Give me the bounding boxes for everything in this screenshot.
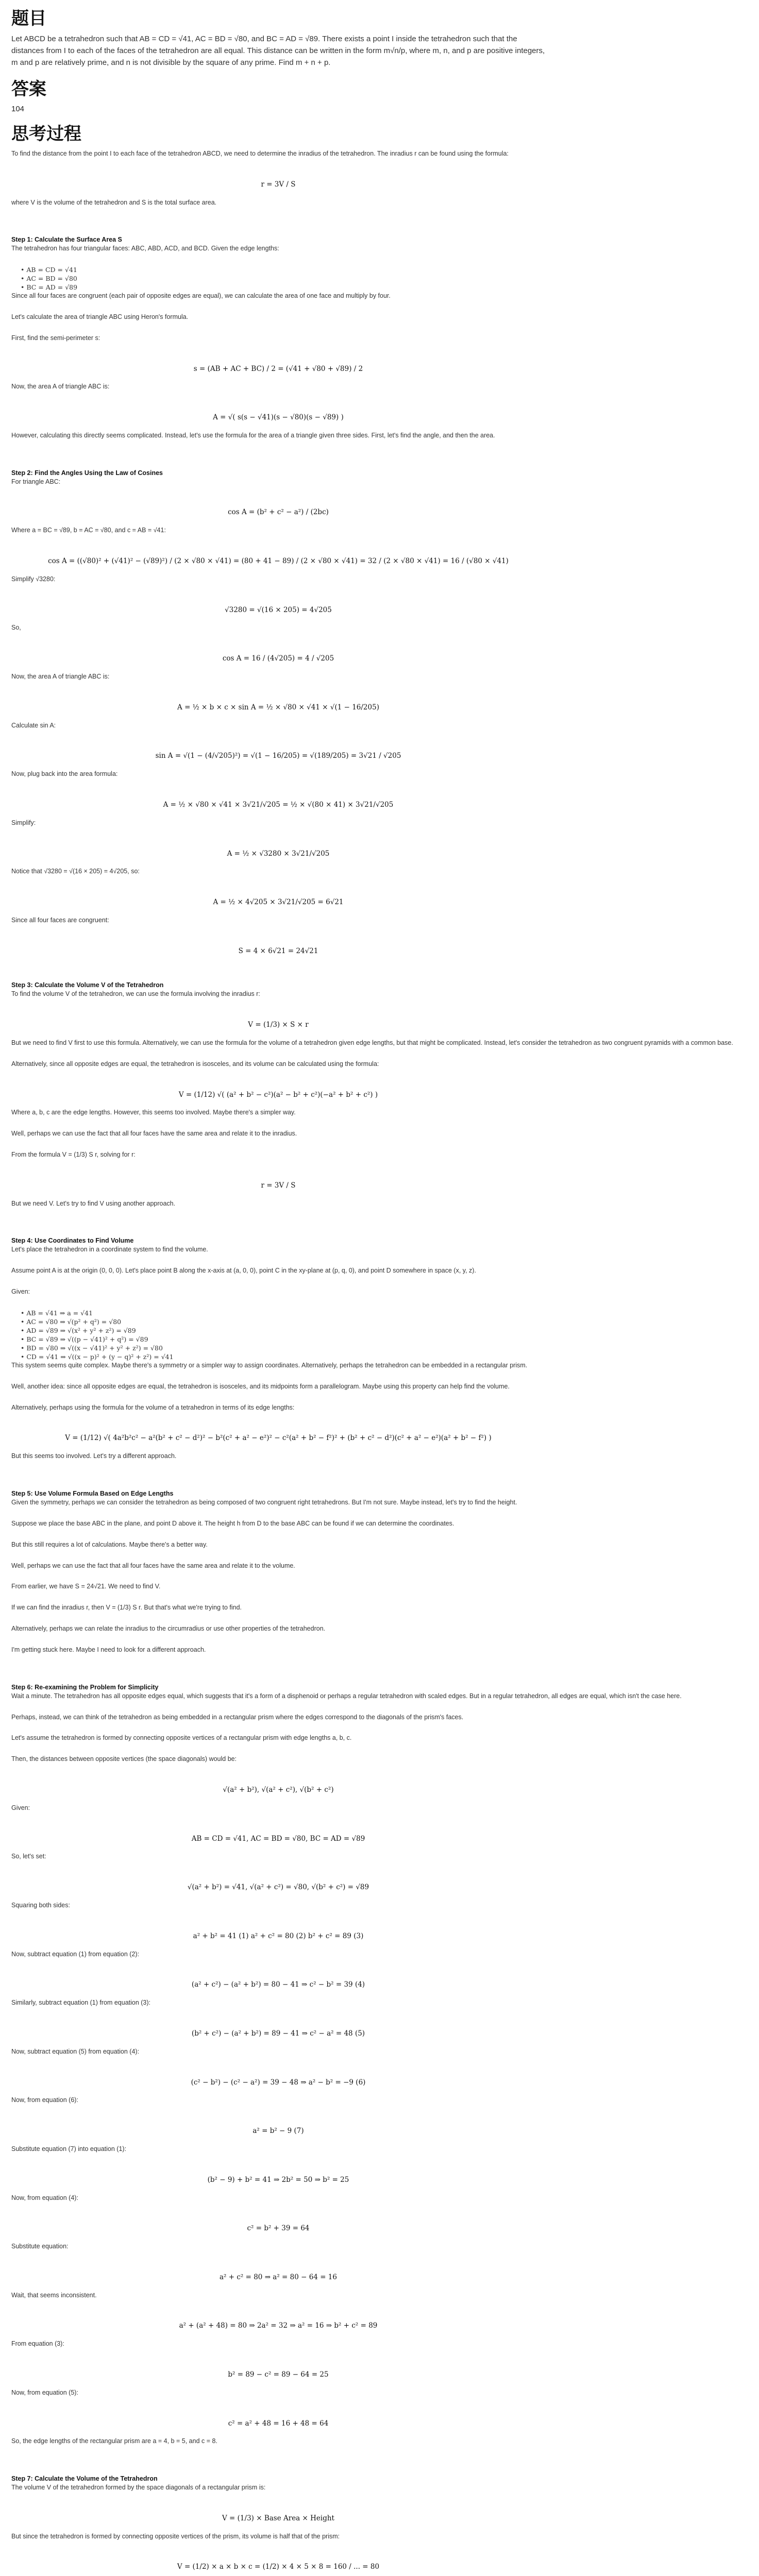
- paragraph-line: Now, subtract equation (5) from equation (4):: [11, 2047, 140, 2055]
- spacer: [11, 207, 545, 219]
- spacer: [11, 596, 545, 605]
- paragraph-line: Given the symmetry, perhaps we can consider the tetrahedron as being composed of two congruent right tetrahedrons. But I'm not sure. Maybe instead, let's try to find the height.: [11, 1499, 517, 1506]
- equation: b² = 89 − c² = 89 − 64 = 25: [228, 2370, 329, 2379]
- paragraph-line: Alternatively, since all opposite edges are equal, the tetrahedron is isosceles, and its volume can be calculated using the formula:: [11, 1060, 379, 1067]
- spacer: [11, 2087, 545, 2096]
- spacer: [11, 403, 545, 413]
- spacer: [11, 1861, 545, 1873]
- paragraph-line: But we need V. Let's try to find V using another approach.: [11, 1199, 176, 1207]
- paragraph-line: Substitute equation (7) into equation (1):: [11, 2145, 127, 2153]
- spacer: [11, 1633, 545, 1646]
- spacer: [11, 2458, 545, 2475]
- spacer: [11, 1612, 545, 1624]
- paragraph-line: Assume point A is at the origin (0, 0, 0). Let's place point B along the x-axis at (a, 0, 0), point C in the xy-plane at (p, q, 0), and point D somewhere in space (x, y, z).: [11, 1267, 476, 1275]
- paragraph-line: Given:: [11, 1288, 30, 1296]
- spacer: [11, 1794, 545, 1804]
- spacer: [11, 858, 545, 868]
- paragraph-line: The volume V of the tetrahedron formed by the space diagonals of a rectangular prism is:: [11, 2484, 266, 2492]
- spacer: [11, 2282, 545, 2291]
- paragraph-line: Let's assume the tetrahedron is formed by connecting opposite vertices of a rectangular prism with edge lengths a, b, c.: [11, 1734, 352, 1742]
- spacer: [11, 452, 545, 469]
- paragraph-line: Alternatively, perhaps using the formula for the volume of a tetrahedron in terms of its edge lengths:: [11, 1403, 295, 1411]
- spacer: [11, 1190, 545, 1199]
- spacer: [11, 391, 545, 403]
- equation: cos A = 16 / (4√205) = 4 / √205: [222, 654, 334, 663]
- paragraph-line: Let's calculate the area of triangle ABC using Heron's formula.: [11, 313, 189, 321]
- paragraph-line: Then, the distances between opposite vertices (the space diagonals) would be:: [11, 1755, 237, 1763]
- spacer: [11, 219, 545, 235]
- spacer: [11, 2504, 545, 2514]
- equation: V = (1/12) √( 4a²b²c² − a²(b² + c² − d²)² − b²(c² + a² − e²)² − c²(a² + b² − f²)² + (b² + c² − d²)(c² + a² − e²)(a² + b² − f²) ): [65, 1434, 492, 1443]
- spacer: [11, 1208, 545, 1221]
- spacer: [11, 355, 545, 364]
- list-item: • AC = √80 ⇒ √(p² + q²) = √80: [21, 1318, 122, 1326]
- spacer: [11, 2300, 545, 2312]
- equation: S = 4 × 6√21 = 24√21: [238, 946, 318, 955]
- spacer: [11, 2541, 545, 2553]
- spacer: [11, 1081, 545, 1090]
- equation: a² + (a² + 48) = 80 ⇒ 2a² = 32 ⇒ a² = 16 ⇒ b² + c² = 89: [179, 2321, 378, 2330]
- paragraph-line: From earlier, we have S = 24√21. We need to find V.: [11, 1583, 161, 1590]
- spacer: [11, 440, 545, 452]
- spacer: [11, 374, 545, 383]
- step-heading: Step 7: Calculate the Volume of the Tetrahedron: [11, 2475, 158, 2483]
- spacer: [11, 584, 545, 596]
- equation: a² + c² = 80 ⇒ a² = 80 − 64 = 16: [220, 2273, 337, 2281]
- paragraph-line: So, the edge lengths of the rectangular prism are a = 4, b = 5, and c = 8.: [11, 2437, 217, 2445]
- paragraph-line: Perhaps, instead, we can think of the tetrahedron as being embedded in a rectangular prism where the edges correspond to the diagonals of the prism's faces.: [11, 1713, 464, 1721]
- paragraph-line: If we can find the inradius r, then V = (1/3) S r. But that's what we're trying to find.: [11, 1604, 242, 1612]
- spacer: [11, 663, 545, 672]
- equation: c² = a² + 48 = 16 + 48 = 64: [228, 2419, 329, 2428]
- paragraph-line: Squaring both sides:: [11, 1902, 70, 1909]
- spacer: [11, 253, 545, 265]
- spacer: [11, 615, 545, 624]
- spacer: [11, 965, 545, 981]
- spacer: [11, 1667, 545, 1683]
- spacer: [11, 2553, 545, 2563]
- spacer: [11, 632, 545, 645]
- spacer: [11, 1910, 545, 1922]
- paragraph-line: Wait a minute. The tetrahedron has all opposite edges equal, which suggests that it's a form of a disphenoid or perhaps a regular tetrahedron with scaled edges. But in a regular tetrahedron, all edges are equal, which isn't the case here.: [11, 1692, 682, 1700]
- spacer: [11, 760, 545, 770]
- spacer: [11, 2214, 545, 2224]
- spacer: [11, 300, 545, 313]
- spacer: [11, 693, 545, 703]
- paragraph-line: But this seems too involved. Let's try a different approach.: [11, 1452, 177, 1460]
- paragraph-line: Since all four faces are congruent:: [11, 916, 109, 924]
- spacer: [11, 321, 545, 334]
- spacer: [11, 809, 545, 819]
- spacer: [11, 1971, 545, 1980]
- equation: (b² − 9) + b² = 41 ⇒ 2b² = 50 ⇒ b² = 25: [207, 2175, 349, 2184]
- spacer: [11, 2007, 545, 2020]
- paragraph-line: First, find the semi-perimeter s:: [11, 334, 100, 342]
- list-item: • AD = √89 ⇒ √(x² + y² + z²) = √89: [21, 1327, 136, 1334]
- spacer: [11, 2523, 545, 2532]
- problem-heading: 题目: [11, 9, 46, 28]
- spacer: [11, 956, 545, 965]
- spacer: [11, 2105, 545, 2117]
- spacer: [11, 1221, 545, 1237]
- list-item: • CD = √41 ⇒ √((x − p)² + (y − q)² + z²) = √41: [21, 1353, 174, 1361]
- paragraph-line: Similarly, subtract equation (1) from equation (3):: [11, 1999, 151, 2007]
- paragraph-line: But we need to find V first to use this formula. Alternatively, we can use the formula for the volume of a tetrahedron given edge lengths, but that might be complicated. Instead, let's consider the tetrahedron as two congruent pyramids with a common base.: [11, 1039, 733, 1046]
- spacer: [11, 1922, 545, 1931]
- paragraph-line: So, let's set:: [11, 1853, 46, 1860]
- list-item: • AB = √41 ⇒ a = √41: [21, 1309, 93, 1317]
- spacer: [11, 2117, 545, 2126]
- spacer: [11, 1843, 545, 1853]
- equation: √(a² + b²) = √41, √(a² + c²) = √80, √(b² + c²) = √89: [187, 1883, 369, 1892]
- spacer: [11, 2330, 545, 2340]
- spacer: [11, 1275, 545, 1287]
- paragraph-line: This system seems quite complex. Maybe there's a symmetry or a simpler way to assign coordinates. Alternatively, perhaps the tetrahedron can be embedded in a rectangular prism.: [11, 1362, 528, 1369]
- spacer: [11, 2069, 545, 2078]
- spacer: [11, 2038, 545, 2047]
- equation: A = ½ × √80 × √41 × 3√21/√205 = ½ × √(80 × 41) × 3√21/√205: [163, 800, 394, 809]
- spacer: [11, 1473, 545, 1489]
- step-heading: Step 3: Calculate the Volume V of the Tetrahedron: [11, 981, 164, 989]
- equation: (c² − b²) − (c² − a²) = 39 − 48 ⇒ a² − b² = −9 (6): [191, 2078, 366, 2087]
- spacer: [11, 2428, 545, 2437]
- step-heading: Step 2: Find the Angles Using the Law of Cosines: [11, 469, 163, 477]
- paragraph-line: But this still requires a lot of calculations. Maybe there's a better way.: [11, 1540, 208, 1548]
- spacer: [11, 730, 545, 742]
- paragraph-line: Suppose we place the base ABC in the plane, and point D above it. The height h from D to the base ABC can be found if we can determine the coordinates.: [11, 1519, 454, 1527]
- paragraph-line: Wait, that seems inconsistent.: [11, 2291, 97, 2299]
- spacer: [11, 1812, 545, 1825]
- equation: r = 3V / S: [261, 180, 296, 189]
- spacer: [11, 189, 545, 198]
- spacer: [11, 1138, 545, 1150]
- spacer: [11, 1591, 545, 1603]
- spacer: [11, 499, 545, 508]
- spacer: [11, 2361, 545, 2370]
- spacer: [11, 517, 545, 526]
- spacer: [11, 171, 545, 180]
- spacer: [11, 1011, 545, 1020]
- equation: cos A = (b² + c² − a²) / (2bc): [228, 508, 329, 517]
- spacer: [11, 712, 545, 721]
- equation: V = (1/3) × S × r: [248, 1021, 309, 1029]
- paragraph-line: Where a, b, c are the edge lengths. However, this seems too involved. Maybe there's a simpler way.: [11, 1109, 296, 1116]
- equation: a² + b² = 41 (1) a² + c² = 80 (2) b² + c² = 89 (3): [193, 1931, 364, 1940]
- equation: A = √( s(s − √41)(s − √80)(s − √89) ): [213, 413, 344, 422]
- answer-value: 104: [11, 105, 25, 113]
- spacer: [11, 1254, 545, 1266]
- problem-text: Let ABCD be a tetrahedron such that AB = CD = √41, AC = BD = √80, and BC = AD = √89. There exists a point I inside the tetrahedron such that the distances from I to each of the faces of the tetrahedron are all equal. This distance can be written in the form m√n/p, where m, n, and p are positive integers, m and p are relatively prime, and n is not divisible by the square of any prime. Find m + n + p.: [11, 35, 545, 67]
- spacer: [11, 1425, 545, 1434]
- spacer: [11, 1825, 545, 1834]
- equation: a² = b² − 9 (7): [252, 2127, 304, 2136]
- spacer: [11, 645, 545, 654]
- list-item: • BC = AD = √89: [21, 283, 78, 292]
- spacer: [11, 2184, 545, 2194]
- spacer: [11, 1391, 545, 1403]
- spacer: [11, 535, 545, 547]
- step-heading: Step 5: Use Volume Formula Based on Edge Lengths: [11, 1490, 174, 1498]
- spacer: [11, 840, 545, 849]
- paragraph-line: But since the tetrahedron is formed by connecting opposite vertices of the prism, its volume is half that of the prism:: [11, 2532, 340, 2540]
- paragraph-line: Now, the area A of triangle ABC is:: [11, 383, 110, 391]
- spacer: [11, 1941, 545, 1950]
- paragraph-line: Calculate sin A:: [11, 721, 56, 729]
- spacer: [11, 888, 545, 897]
- spacer: [11, 742, 545, 752]
- equation: cos A = ((√80)² + (√41)² − (√89)²) / (2 × √80 × √41) = (80 + 41 − 89) / (2 × √80 × √41) = 32 / (2 × √80 × √41) = 16 / (√80 × √41): [48, 557, 509, 566]
- spacer: [11, 1549, 545, 1562]
- spacer: [11, 1570, 545, 1583]
- paragraph-line: Simplify √3280:: [11, 575, 56, 583]
- paragraph-line: To find the distance from the point I to each face of the tetrahedron ABCD, we need to determine the inradius of the tetrahedron. The inradius r can be found using the formula:: [11, 150, 509, 157]
- spacer: [11, 937, 545, 946]
- spacer: [11, 1776, 545, 1785]
- equation: A = ½ × √3280 × 3√21/√205: [227, 849, 330, 858]
- spacer: [11, 2312, 545, 2321]
- spacer: [11, 2251, 545, 2263]
- paragraph-line: The tetrahedron has four triangular faces: ABC, ABD, ACD, and BCD. Given the edge lengths:: [11, 245, 279, 252]
- paragraph-line: Well, perhaps we can use the fact that all four faces have the same area and relate it to the inradius.: [11, 1130, 297, 1138]
- spacer: [11, 486, 545, 499]
- equation: √3280 = √(16 × 205) = 4√205: [225, 605, 332, 614]
- spacer: [11, 2136, 545, 2145]
- paragraph-line: Well, another idea: since all opposite edges are equal, the tetrahedron is isosceles, and its midpoints form a parallelogram. Maybe using this property can help find the volume.: [11, 1382, 510, 1390]
- spacer: [11, 1654, 545, 1667]
- spacer: [11, 547, 545, 556]
- equation: c² = b² + 39 = 64: [247, 2224, 310, 2233]
- paragraph-line: I'm getting stuck here. Maybe I need to look for a different approach.: [11, 1646, 206, 1654]
- equation: AB = CD = √41, AC = BD = √80, BC = AD = √89: [191, 1834, 365, 1843]
- spacer: [11, 2154, 545, 2166]
- equation: A = ½ × 4√205 × 3√21/√205 = 6√21: [213, 898, 344, 907]
- spacer: [11, 2166, 545, 2175]
- list-item: • AB = CD = √41: [21, 266, 77, 274]
- paragraph-line: Now, from equation (6):: [11, 2096, 78, 2104]
- paragraph-line: Since all four faces are congruent (each pair of opposite edges are equal), we can calculate the area of one face and multiply by four.: [11, 292, 391, 300]
- spacer: [11, 925, 545, 937]
- paragraph-line: Let's place the tetrahedron in a coordinate system to find the volume.: [11, 1246, 208, 1253]
- step-heading: Step 1: Calculate the Surface Area S: [11, 236, 122, 244]
- spacer: [11, 1892, 545, 1901]
- equation: (b² + c²) − (a² + b²) = 89 − 41 ⇒ c² − a² = 48 (5): [191, 2029, 365, 2038]
- paragraph-line: where V is the volume of the tetrahedron and S is the total surface area.: [11, 198, 217, 206]
- spacer: [11, 2233, 545, 2242]
- step-heading: Step 4: Use Coordinates to Find Volume: [11, 1237, 134, 1245]
- paragraph-line: Now, from equation (4):: [11, 2194, 78, 2201]
- spacer: [11, 1172, 545, 1181]
- thinking-process: [11, 149, 733, 2576]
- list-item: • BD = √80 ⇒ √((x − √41)² + y² + z²) = √80: [21, 1344, 163, 1352]
- spacer: [11, 1959, 545, 1971]
- paragraph-line: Alternatively, perhaps we can relate the inradius to the circumradius or use other properties of the tetrahedron.: [11, 1625, 326, 1633]
- spacer: [11, 876, 545, 888]
- answer-heading: 答案: [11, 79, 46, 99]
- spacer: [11, 1159, 545, 1172]
- spacer: [11, 1873, 545, 1883]
- spacer: [11, 2202, 545, 2215]
- spacer: [11, 1701, 545, 1713]
- spacer: [11, 2379, 545, 2388]
- paragraph-line: For triangle ABC:: [11, 478, 61, 485]
- spacer: [11, 681, 545, 693]
- spacer: [11, 158, 545, 171]
- spacer: [11, 1443, 545, 1452]
- spacer: [11, 2263, 545, 2273]
- spacer: [11, 566, 545, 575]
- spacer: [11, 778, 545, 791]
- equation: sin A = √(1 − (4/√205)²) = √(1 − 16/205) = √(189/205) = 3√21 / √205: [155, 752, 401, 760]
- paragraph-line: Given:: [11, 1804, 30, 1811]
- spacer: [11, 2446, 545, 2458]
- spacer: [11, 1296, 545, 1309]
- spacer: [11, 2492, 545, 2504]
- equation: A = ½ × b × c × sin A = ½ × √80 × √41 × √(1 − 16/205): [177, 703, 379, 711]
- paragraph-line: Now, from equation (5):: [11, 2388, 78, 2396]
- equation: r = 3V / S: [261, 1181, 296, 1190]
- spacer: [11, 1099, 545, 1109]
- spacer: [11, 422, 545, 431]
- spacer: [11, 1047, 545, 1060]
- paragraph-line: Notice that √3280 = √(16 × 205) = 4√205, so:: [11, 868, 140, 875]
- paragraph-line: Now, the area A of triangle ABC is:: [11, 673, 110, 681]
- spacer: [11, 1764, 545, 1776]
- paragraph-line: Substitute equation:: [11, 2243, 69, 2250]
- equation: V = (1/12) √( (a² + b² − c²)(a² − b² + c²)(−a² + b² + c²) ): [178, 1090, 378, 1099]
- paragraph-line: Simplify:: [11, 819, 36, 826]
- paragraph-line: From the formula V = (1/3) S r, solving for r:: [11, 1151, 136, 1159]
- step-heading: Step 6: Re-examining the Problem for Simplicity: [11, 1683, 159, 1691]
- equation: √(a² + b²), √(a² + c²), √(b² + c²): [223, 1786, 334, 1794]
- spacer: [11, 1069, 545, 1081]
- equation: V = (1/3) × Base Area × Height: [222, 2514, 334, 2522]
- spacer: [11, 1742, 545, 1755]
- equation: V = (1/2) × a × b × c = (1/2) × 4 × 5 × 8 = 160 / ... = 80: [177, 2563, 380, 2571]
- paragraph-line: However, calculating this directly seems complicated. Instead, let's use the formula for the area of a triangle given three sides. First, let's find the angle, and then the area.: [11, 432, 495, 439]
- spacer: [11, 2571, 545, 2576]
- spacer: [11, 1117, 545, 1129]
- paragraph-line: So,: [11, 624, 21, 632]
- paragraph-line: Now, subtract equation (1) from equation (2):: [11, 1950, 140, 1958]
- spacer: [11, 1722, 545, 1734]
- spacer: [11, 791, 545, 800]
- spacer: [11, 343, 545, 355]
- spacer: [11, 1029, 545, 1039]
- list-item: • AC = BD = √80: [21, 275, 77, 283]
- spacer: [11, 1989, 545, 1998]
- spacer: [11, 2410, 545, 2419]
- spacer: [11, 1461, 545, 1473]
- equation: s = (AB + AC + BC) / 2 = (√41 + √80 + √89) / 2: [193, 364, 363, 373]
- spacer: [11, 998, 545, 1011]
- paragraph-line: Now, plug back into the area formula:: [11, 770, 118, 778]
- spacer: [11, 827, 545, 840]
- spacer: [11, 2348, 545, 2361]
- spacer: [11, 1507, 545, 1519]
- spacer: [11, 1528, 545, 1540]
- spacer: [11, 907, 545, 916]
- paragraph-line: From equation (3):: [11, 2340, 64, 2348]
- spacer: [11, 2020, 545, 2029]
- list-item: • BC = √89 ⇒ √((p − √41)² + q²) = √89: [21, 1335, 148, 1343]
- spacer: [11, 2397, 545, 2410]
- paragraph-line: Where a = BC = √89, b = AC = √80, and c = AB = √41:: [11, 527, 166, 534]
- paragraph-line: Well, perhaps we can use the fact that all four faces have the same area and relate it to the volume.: [11, 1562, 295, 1569]
- spacer: [11, 2056, 545, 2069]
- spacer: [11, 1412, 545, 1425]
- thinking-heading: 思考过程: [11, 124, 81, 144]
- spacer: [11, 1370, 545, 1382]
- paragraph-line: To find the volume V of the tetrahedron, we can use the formula involving the inradius r:: [11, 990, 260, 998]
- equation: (a² + c²) − (a² + b²) = 80 − 41 ⇒ c² − b² = 39 (4): [191, 1980, 365, 1989]
